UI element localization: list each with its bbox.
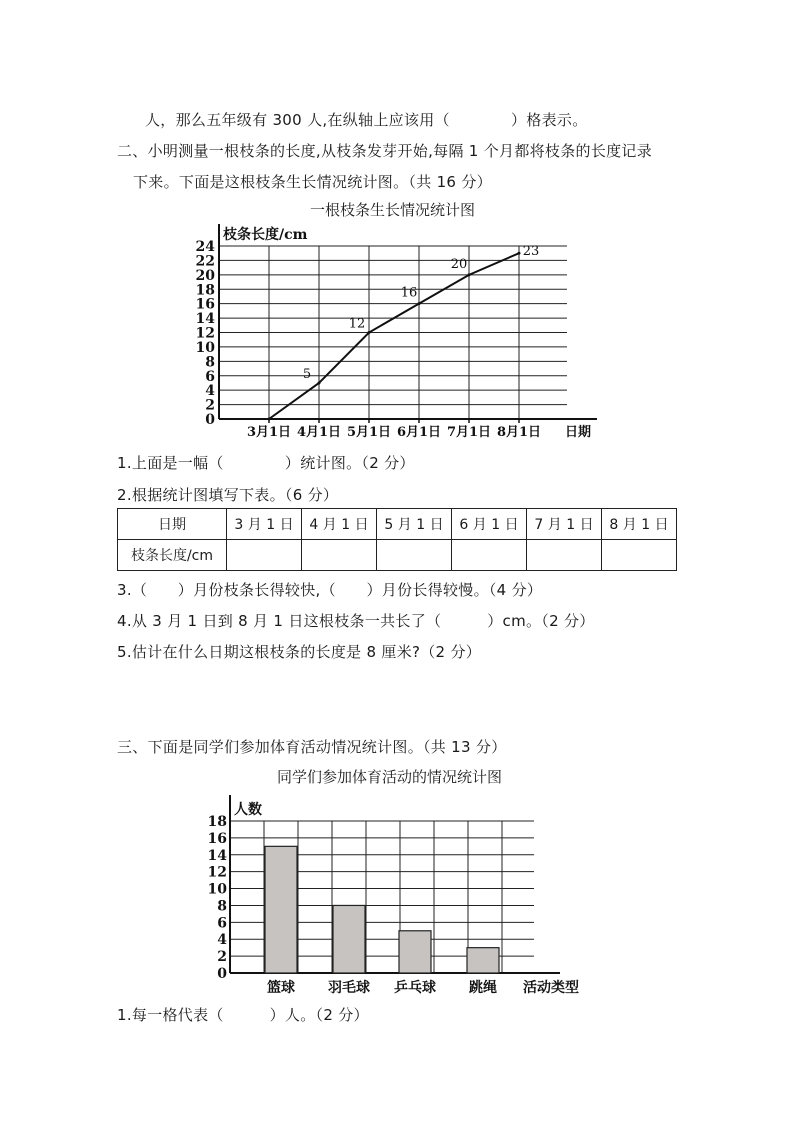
y-tick-label: 2 bbox=[205, 397, 215, 414]
q1-continuation-line: 人，那么五年级有 300 人,在纵轴上应该用（ ）格表示。 bbox=[145, 111, 588, 129]
y-tick-label: 4 bbox=[205, 383, 215, 400]
y-axis-label: 枝条长度/cm bbox=[223, 227, 308, 243]
y-tick-label: 22 bbox=[195, 253, 215, 270]
bar bbox=[467, 948, 499, 973]
x-tick-label: 7月1日 bbox=[446, 425, 492, 440]
x-tick-label: 5月1日 bbox=[346, 425, 392, 440]
q3-stem: 三、下面是同学们参加体育活动情况统计图。（共 13 分） bbox=[117, 738, 507, 756]
bar bbox=[399, 931, 431, 973]
data-label: 23 bbox=[522, 244, 540, 260]
y-tick-label: 10 bbox=[207, 881, 227, 898]
y-tick-label: 14 bbox=[195, 311, 215, 328]
table-cell: 8 月 1 日 bbox=[602, 509, 677, 540]
y-tick-label: 14 bbox=[207, 847, 227, 864]
x-tick-label: 跳绳 bbox=[469, 980, 497, 996]
x-tick-label: 乒乓球 bbox=[394, 980, 436, 996]
y-tick-label: 0 bbox=[205, 412, 215, 428]
y-axis-label: 人数 bbox=[234, 802, 262, 818]
x-tick-label: 8月1日 bbox=[496, 425, 542, 440]
x-axis-label: 活动类型 bbox=[523, 980, 579, 996]
q2-stem-line1: 二、小明测量一根枝条的长度,从枝条发芽开始,每隔 1 个月都将枝条的长度记录 bbox=[117, 142, 653, 160]
y-tick-label: 8 bbox=[217, 898, 227, 915]
table-cell: 日期 bbox=[118, 509, 227, 540]
bar bbox=[333, 905, 365, 973]
y-tick-label: 12 bbox=[195, 325, 215, 342]
x-tick-label: 3月1日 bbox=[246, 425, 292, 440]
x-tick-label: 羽毛球 bbox=[328, 980, 370, 996]
data-label: 5 bbox=[302, 366, 312, 382]
x-tick-label: 6月1日 bbox=[396, 425, 442, 440]
y-tick-label: 6 bbox=[205, 368, 215, 385]
table-cell: 4 月 1 日 bbox=[302, 509, 377, 540]
data-label: 20 bbox=[450, 256, 468, 272]
x-tick-label: 篮球 bbox=[267, 980, 295, 996]
x-axis-label: 日期 bbox=[564, 425, 592, 440]
line-chart-title: 一根枝条生长情况统计图 bbox=[310, 201, 476, 219]
q2-sub2: 2.根据统计图填写下表。（6 分） bbox=[117, 486, 339, 504]
data-label: 12 bbox=[348, 316, 366, 332]
q2-stem-line2: 下来。下面是这根枝条生长情况统计图。（共 16 分） bbox=[133, 173, 492, 191]
table-cell: 7 月 1 日 bbox=[527, 509, 602, 540]
y-tick-label: 6 bbox=[217, 915, 227, 932]
y-tick-label: 20 bbox=[195, 267, 215, 284]
table-cell: 5 月 1 日 bbox=[377, 509, 452, 540]
y-tick-label: 2 bbox=[217, 949, 227, 966]
y-tick-label: 0 bbox=[217, 966, 227, 982]
table-cell: 3 月 1 日 bbox=[227, 509, 302, 540]
table-cell: 6 月 1 日 bbox=[452, 509, 527, 540]
bar-chart-title: 同学们参加体育活动的情况统计图 bbox=[277, 768, 503, 786]
y-tick-label: 8 bbox=[205, 354, 215, 371]
table-cell: 枝条长度/cm bbox=[118, 540, 227, 571]
y-tick-label: 10 bbox=[195, 339, 215, 356]
q2-sub5: 5.估计在什么日期这根枝条的长度是 8 厘米?（2 分） bbox=[117, 643, 482, 661]
y-tick-label: 16 bbox=[195, 296, 215, 313]
q2-sub4: 4.从 3 月 1 日到 8 月 1 日这根枝条一共长了（ ）cm。（2 分） bbox=[117, 612, 595, 630]
bar bbox=[265, 846, 297, 973]
q2-sub3: 3.（ ）月份枝条长得较快,（ ）月份长得较慢。（4 分） bbox=[117, 581, 543, 599]
y-tick-label: 18 bbox=[195, 282, 215, 299]
q2-sub1: 1.上面是一幅（ ）统计图。（2 分） bbox=[117, 454, 415, 472]
y-tick-label: 12 bbox=[207, 864, 227, 881]
y-tick-label: 16 bbox=[207, 830, 227, 847]
data-label: 16 bbox=[400, 285, 418, 301]
x-tick-label: 4月1日 bbox=[296, 425, 342, 440]
y-tick-label: 18 bbox=[207, 814, 227, 830]
y-tick-label: 24 bbox=[195, 239, 215, 255]
y-tick-label: 4 bbox=[217, 932, 227, 949]
q3-sub1: 1.每一格代表（ ）人。（2 分） bbox=[117, 1006, 369, 1024]
